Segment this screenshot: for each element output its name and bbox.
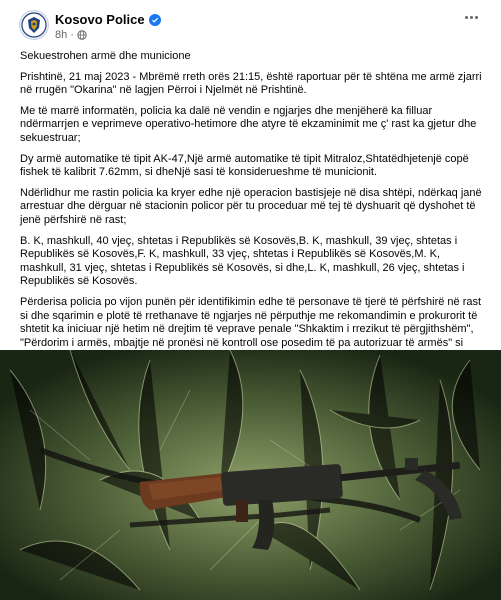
globe-icon <box>77 30 87 40</box>
post-paragraph: Përderisa policia po vijon punën për identifikimin edhe të personave të tjerë të përfshirë në rast si dhe sqarimin e plotë të rrethanave të ngjarjes në përputhje me rekomandimin e prokurorit të shtetit ka iniciuar një hetim në drejtim të veprave penale "Shkaktim i rrezikut të përgjithshëm", "Përdorim i armës, mbajtje në pronësi në kontroll ose posedim të pa autorizuar të armës" si <box>20 295 482 349</box>
post-time[interactable]: 8h <box>55 29 68 41</box>
page-name-text[interactable]: Kosovo Police <box>55 12 145 27</box>
post-paragraph: Dy armë automatike të tipit AK-47,Një armë automatike të tipit Mitraloz,Shtatëdhjetenjë copë fishek të kalibrit 7.62mm, si dheNjë sasi të konsiderueshme të municionit. <box>20 152 469 179</box>
meta-separator: · <box>70 29 74 41</box>
post-paragraph: B. K, mashkull, 40 vjeç, shtetas i Republikës së Kosovës,B. K, mashkull, 39 vjeç, shtetas i Republikës së Kosovës,F. K, mashkull, 33 vjeç, shtetas i Republikës së Kosovës,M. K, mashkull, 31 vjeç, shtetas i Republikës së Kosovës, si dhe,L. K, mashkull, 26 vjeç, shtetas i Republikës së Kosovës. <box>20 234 465 288</box>
post-title: Sekuestrohen armë dhe municione <box>20 50 191 62</box>
more-options-icon[interactable] <box>461 10 481 24</box>
post-paragraph: Prishtinë, 21 maj 2023 - Mbrëmë rreth orës 21:15, është raportuar për të shtëna me armë zjarri në rrugën "Okarina" në lagjen Përroi i Njelmët në Prishtinë. <box>20 70 482 97</box>
seized-rifle-photo <box>0 350 501 600</box>
post-header <box>0 0 501 44</box>
post-paragraph: Me të marrë informatën, policia ka dalë në vendin e ngjarjes dhe menjëherë ka filluar ndërmarrjen e veprimeve operativo-hetimore dhe atyre të ekzaminimit me ç' rast ka gjetur dhe sekuestruar; <box>20 104 477 144</box>
post-meta <box>55 29 87 41</box>
page-avatar[interactable] <box>19 10 49 40</box>
page-name[interactable] <box>55 12 161 27</box>
post-photo[interactable] <box>0 350 501 600</box>
post-body <box>20 50 486 371</box>
post-paragraph: Ndërlidhur me rastin policia ka kryer edhe një operacion bastisjeje në disa shtëpi, ndërkaq janë arrestuar dhe dërguar në stacionin policor për tu proceduar më tej të dyshuarit që dyshohet të jenë përfshirë në rast; <box>20 186 482 226</box>
police-logo-icon <box>21 12 47 38</box>
verified-badge-icon <box>149 14 161 26</box>
